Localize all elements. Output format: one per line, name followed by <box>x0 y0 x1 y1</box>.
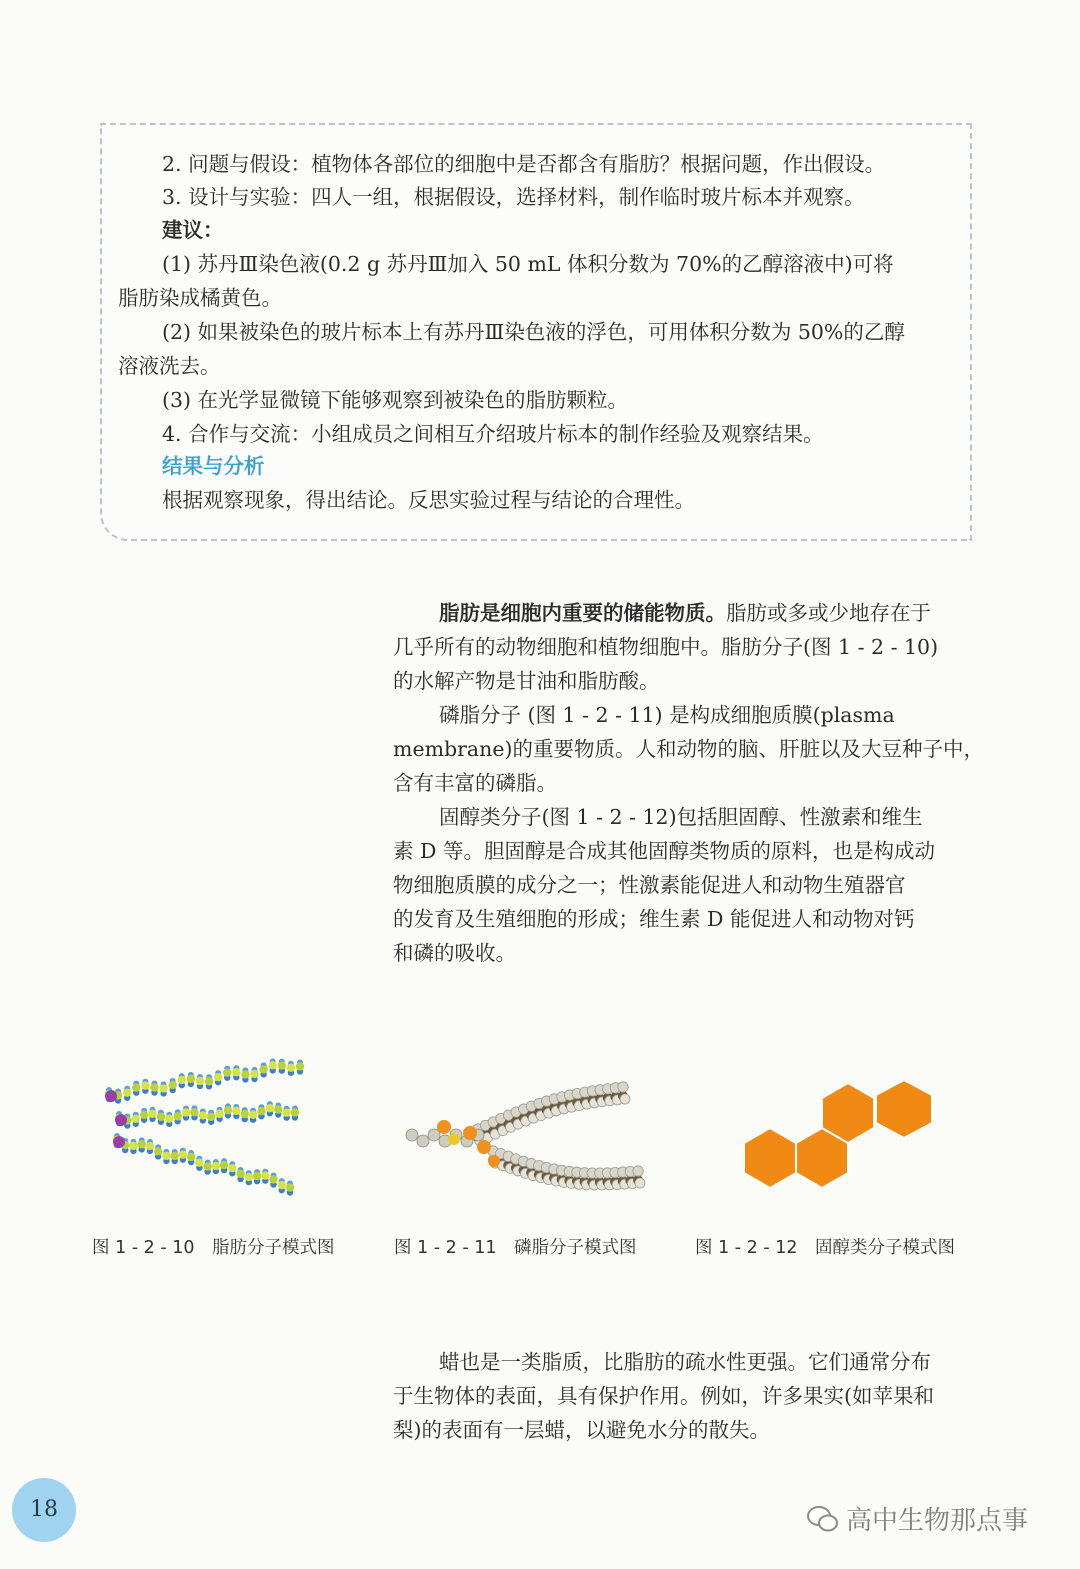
suggestion-2b: 溶液洗去。 <box>118 354 221 378</box>
fat-bold-sentence: 脂肪是细胞内重要的储能物质。 <box>439 601 726 625</box>
suggestion-2a: (2) 如果被染色的玻片标本上有苏丹Ⅲ染色液的浮色，可用体积分数为 50%的乙醇 <box>162 320 905 344</box>
wechat-icon <box>806 1504 840 1534</box>
watermark-text: 高中生物那点事 <box>846 1506 1029 1536</box>
suggestion-3: (3) 在光学显微镜下能够观察到被染色的脂肪颗粒。 <box>162 388 629 412</box>
watermark <box>806 1500 1028 1537</box>
paragraph-sterol <box>393 800 993 970</box>
caption-fig-11: 图 1 - 2 - 11 磷脂分子模式图 <box>394 1238 637 1258</box>
suggestion-label: 建议： <box>162 218 224 242</box>
wax-line-2: 于生物体的表面，具有保护作用。例如，许多果实(如苹果和 <box>393 1384 934 1408</box>
suggestion-1a: (1) 苏丹Ⅲ染色液(0.2 g 苏丹Ⅲ加入 50 mL 体积分数为 70%的乙醇溶液中)可将 <box>162 252 894 276</box>
caption-fig-12: 图 1 - 2 - 12 固醇类分子模式图 <box>695 1238 955 1258</box>
phospholipid-line-1: 磷脂分子 (图 1 - 2 - 11) 是构成细胞质膜(plasma <box>439 703 895 727</box>
step-2: 2. 问题与假设：植物体各部位的细胞中是否都含有脂肪？根据问题，作出假设。 <box>162 152 886 176</box>
suggestion-1b: 脂肪染成橘黄色。 <box>118 286 282 310</box>
step-3: 3. 设计与实验：四人一组，根据假设，选择材料，制作临时玻片标本并观察。 <box>162 185 865 209</box>
fat-line-2: 几乎所有的动物细胞和植物细胞中。脂肪分子(图 1 - 2 - 10) <box>393 635 939 659</box>
phospholipid-line-2: membrane)的重要物质。人和动物的脑、肝脏以及大豆种子中， <box>393 737 984 761</box>
paragraph-fat <box>393 596 993 698</box>
experiment-box <box>100 123 972 541</box>
wax-line-1: 蜡也是一类脂质，比脂肪的疏水性更强。它们通常分布 <box>439 1350 931 1374</box>
paragraph-wax <box>393 1345 993 1447</box>
results-text: 根据观察现象，得出结论。反思实验过程与结论的合理性。 <box>162 488 695 512</box>
paragraph-phospholipid <box>393 698 993 800</box>
sterol-line-1: 固醇类分子(图 1 - 2 - 12)包括胆固醇、性激素和维生 <box>439 805 923 829</box>
phospholipid-molecule-figure <box>398 1075 648 1200</box>
wax-line-3: 梨)的表面有一层蜡，以避免水分的散失。 <box>393 1418 770 1442</box>
sterol-line-3: 物细胞质膜的成分之一；性激素能促进人和动物生殖器官 <box>393 873 906 897</box>
sterol-line-4: 的发育及生殖细胞的形成；维生素 D 能促进人和动物对钙 <box>393 907 915 931</box>
step-4: 4. 合作与交流：小组成员之间相互介绍玻片标本的制作经验及观察结果。 <box>162 422 824 446</box>
fat-line-3: 的水解产物是甘油和脂肪酸。 <box>393 669 660 693</box>
page-number: 18 <box>12 1478 76 1542</box>
caption-fig-10: 图 1 - 2 - 10 脂肪分子模式图 <box>92 1238 335 1258</box>
fat-line-1: 脂肪或多或少地存在于 <box>726 601 931 625</box>
sterol-line-2: 素 D 等。胆固醇是合成其他固醇类物质的原料，也是构成动 <box>393 839 935 863</box>
sterol-line-5: 和磷的吸收。 <box>393 941 516 965</box>
phospholipid-line-3: 含有丰富的磷脂。 <box>393 771 557 795</box>
sterol-molecule-figure <box>740 1075 940 1190</box>
results-heading: 结果与分析 <box>162 454 265 478</box>
fat-molecule-figure <box>95 1050 310 1200</box>
